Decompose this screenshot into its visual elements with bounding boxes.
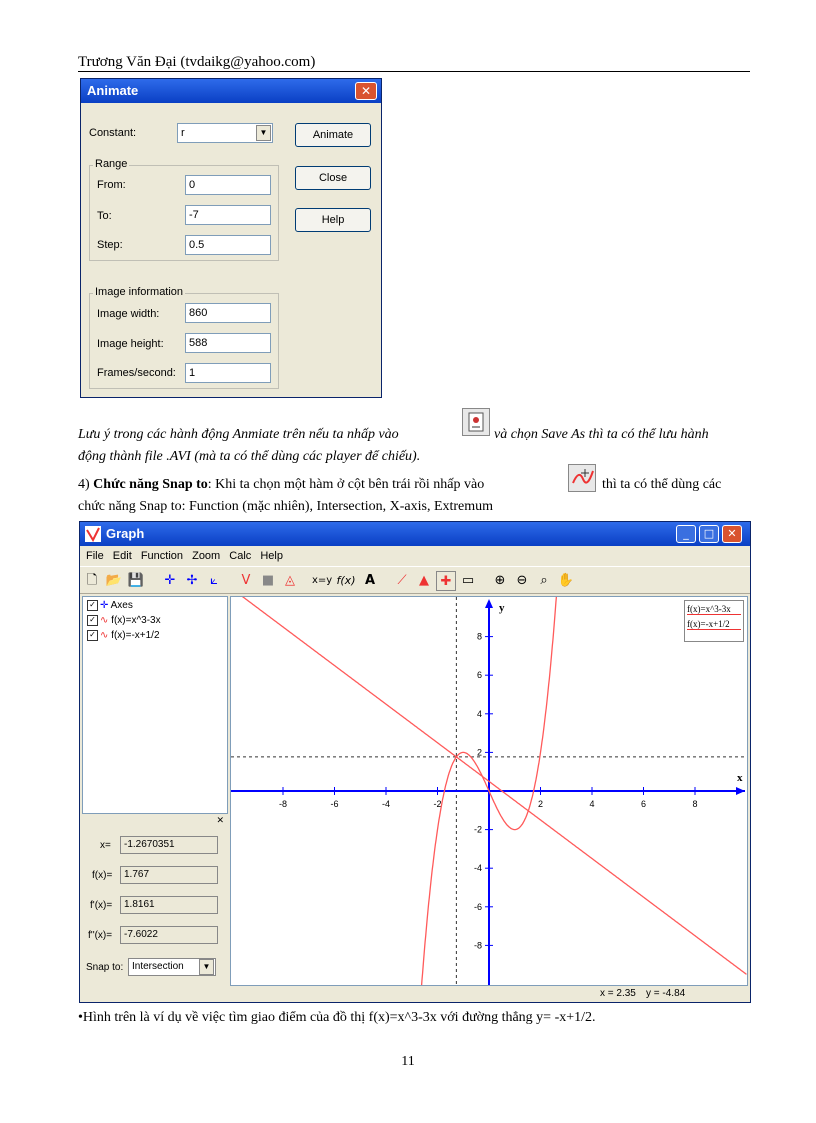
menu-calc[interactable]: Calc <box>229 550 252 562</box>
fps-input[interactable]: 1 <box>185 363 271 383</box>
note-line-1b: và chọn Save As thì ta có thể lưu hành <box>494 427 709 442</box>
checkbox-checked-icon[interactable]: ✓ <box>87 600 98 611</box>
fx-icon[interactable]: f(x) <box>336 574 356 587</box>
y-axis-label: y <box>499 602 505 614</box>
close-button[interactable]: Close <box>295 166 371 190</box>
range-group-label: Range <box>95 158 128 170</box>
y-tick-label: -6 <box>473 901 482 912</box>
menubar <box>80 546 750 566</box>
from-input[interactable]: 0 <box>185 175 271 195</box>
dialog-title: Animate <box>81 79 381 103</box>
minimize-icon[interactable]: _ <box>676 525 696 543</box>
xy-icon[interactable]: x=y <box>312 575 333 586</box>
caption-text: Hình trên là ví dụ về việc tìm giao điểm của đồ thị f(x)=x^3-3x với đường thẳng y= -x+1/2. <box>82 1010 596 1025</box>
y-tick-label: 8 <box>476 631 482 642</box>
fps-label: Frames/second: <box>97 367 176 379</box>
x-tick-label: 4 <box>589 799 595 809</box>
maximize-icon[interactable]: □ <box>699 525 719 543</box>
page-header: Trương Văn Đại (tvdaikg@yahoo.com) <box>78 54 316 70</box>
chevron-down-icon[interactable]: ▼ <box>199 959 214 975</box>
zoom-in-icon[interactable]: ⊕ <box>494 573 506 588</box>
zoom-fit-icon[interactable]: ⌕ <box>540 573 548 588</box>
window-close-icon[interactable]: ✕ <box>722 525 742 543</box>
x-tick-label: 2 <box>537 799 544 809</box>
f2x-value-field: -7.6022 <box>120 926 218 944</box>
table-icon[interactable]: ▭ <box>461 573 475 588</box>
help-button[interactable]: Help <box>295 208 371 232</box>
snap-line-2: chức năng Snap to: Function (mặc nhiên), Intersection, X-axis, Extremum <box>78 499 494 514</box>
axes-icon[interactable]: ✛ <box>164 573 176 588</box>
f1x-value-field: 1.8161 <box>120 896 218 914</box>
bullet-icon: • <box>78 1010 83 1025</box>
axes-tree-icon: ✛ <box>100 600 109 611</box>
menu-help[interactable]: Help <box>260 550 283 562</box>
graph-svg <box>231 597 747 985</box>
function-list-pane <box>82 596 228 814</box>
text-icon[interactable]: A <box>364 573 376 588</box>
x-tick-label: -6 <box>330 799 339 809</box>
x-tick-label: 8 <box>692 799 698 809</box>
tree-label: f(x)=x^3-3x <box>111 615 161 626</box>
section-number: 4) <box>78 477 90 492</box>
note-text-1: Lưu ý trong các hành động Anmiate trên nếu ta nhấp vào <box>78 427 399 442</box>
tree-label: Axes <box>110 600 133 611</box>
figure-caption <box>78 1010 596 1026</box>
x-label: x= <box>100 840 111 851</box>
checkbox-checked-icon[interactable]: ✓ <box>87 615 98 626</box>
y-tick-label: -2 <box>473 824 482 835</box>
x-tick-label: -8 <box>278 799 288 809</box>
f2x-label: f''(x)= <box>88 930 113 941</box>
new-file-icon[interactable]: 🗋 <box>86 573 98 588</box>
hand-icon[interactable]: ✋ <box>557 573 575 588</box>
coordinate-icon[interactable]: ⟀ <box>210 573 218 588</box>
step-label: Step: <box>97 239 123 251</box>
y-tick-label: 4 <box>476 708 482 719</box>
tree-item-function-1[interactable] <box>87 614 161 628</box>
y-axis-arrow <box>485 599 493 608</box>
x-axis-label: x <box>737 772 743 784</box>
shading-icon[interactable]: ■ <box>261 573 275 588</box>
open-folder-icon[interactable]: 📂 <box>105 573 123 588</box>
plot-area[interactable] <box>230 596 748 986</box>
area-icon[interactable]: ▲ <box>419 573 429 588</box>
f1x-label: f'(x)= <box>90 900 113 911</box>
menu-zoom[interactable]: Zoom <box>192 550 221 562</box>
constant-value: r <box>181 127 185 139</box>
section-title: Chức năng Snap to <box>93 477 208 492</box>
close-pane-icon[interactable]: ✕ <box>216 816 224 826</box>
image-height-input[interactable]: 588 <box>185 333 271 353</box>
constant-select[interactable] <box>177 123 273 143</box>
x-tick-label: -2 <box>433 799 442 809</box>
image-width-input[interactable]: 860 <box>185 303 271 323</box>
note-line-1 <box>78 424 399 446</box>
x-tick-label: 6 <box>640 799 647 809</box>
menu-edit[interactable]: Edit <box>112 550 132 562</box>
graph-app-icon <box>85 526 101 542</box>
image-height-label: Image height: <box>97 338 164 350</box>
y-tick-label: 6 <box>476 670 482 681</box>
chevron-down-icon[interactable]: ▼ <box>256 125 271 141</box>
legend-item-2: f(x)=-x+1/2 <box>687 619 741 630</box>
to-input[interactable]: -7 <box>185 205 271 225</box>
snap-icon <box>568 464 596 492</box>
snap-icon[interactable]: ✚ <box>436 571 456 591</box>
animate-dialog <box>80 78 382 398</box>
header-rule <box>78 71 750 72</box>
menu-function[interactable]: Function <box>140 550 184 562</box>
graph-window <box>79 521 751 1003</box>
animate-button[interactable]: Animate <box>295 123 371 147</box>
save-disk-icon[interactable]: 💾 <box>127 573 145 588</box>
x-axis-arrow <box>736 787 745 795</box>
image-width-label: Image width: <box>97 308 160 320</box>
legend-item-1: f(x)=x^3-3x <box>687 604 741 615</box>
toolbar <box>80 566 750 594</box>
function-v-icon[interactable]: V <box>241 573 251 588</box>
status-bar <box>80 986 750 1002</box>
tree-item-function-2[interactable] <box>87 629 160 643</box>
status-y: y = -4.84 <box>646 988 686 999</box>
step-input[interactable]: 0.5 <box>185 235 271 255</box>
page-number: 11 <box>401 1054 415 1069</box>
note-line-2: động thành file .AVI (mà ta có thể dùng các player để chiếu). <box>78 449 421 464</box>
graph-window-title: Graph <box>80 522 750 546</box>
y-tick-label: 2 <box>476 747 482 758</box>
curve-tree-icon: ∿ <box>100 615 109 626</box>
x-tick-label: -4 <box>381 799 391 809</box>
snap-line-1b: thì ta có thể dùng các <box>602 477 722 492</box>
snap-to-label: Snap to: <box>86 962 124 973</box>
constant-label: Constant: <box>89 127 137 139</box>
image-info-group-label: Image information <box>95 286 184 298</box>
snap-line-1 <box>78 474 484 496</box>
tree-item-axes[interactable] <box>87 599 133 613</box>
snap-to-value: Intersection <box>132 961 184 972</box>
fx-label: f(x)= <box>92 870 113 881</box>
y-tick-label: -8 <box>473 940 482 951</box>
snap-text-1: : Khi ta chọn một hàm ở cột bên trái rồi nhấp vào <box>207 477 485 492</box>
fx-value-field: 1.767 <box>120 866 218 884</box>
tree-label: f(x)=-x+1/2 <box>111 630 160 641</box>
legend-box <box>684 600 744 642</box>
x-value-field[interactable]: -1.2670351 <box>120 836 218 854</box>
close-icon[interactable]: ✕ <box>355 82 377 100</box>
series-icon[interactable]: ◬ <box>285 573 295 588</box>
checkbox-checked-icon[interactable]: ✓ <box>87 630 98 641</box>
from-label: From: <box>97 179 126 191</box>
curve-tree-icon: ∿ <box>100 630 109 641</box>
snap-to-select[interactable] <box>128 958 216 976</box>
zoom-out-icon[interactable]: ⊖ <box>516 573 528 588</box>
y-tick-label: -4 <box>473 863 482 874</box>
menu-file[interactable]: File <box>86 550 104 562</box>
tangent-icon[interactable]: ⟋ <box>397 573 407 588</box>
status-x: x = 2.35 <box>600 988 636 999</box>
insert-point-icon[interactable]: ✢ <box>186 573 198 588</box>
evaluate-pane <box>82 816 228 986</box>
save-icon <box>462 408 490 436</box>
to-label: To: <box>97 210 112 222</box>
